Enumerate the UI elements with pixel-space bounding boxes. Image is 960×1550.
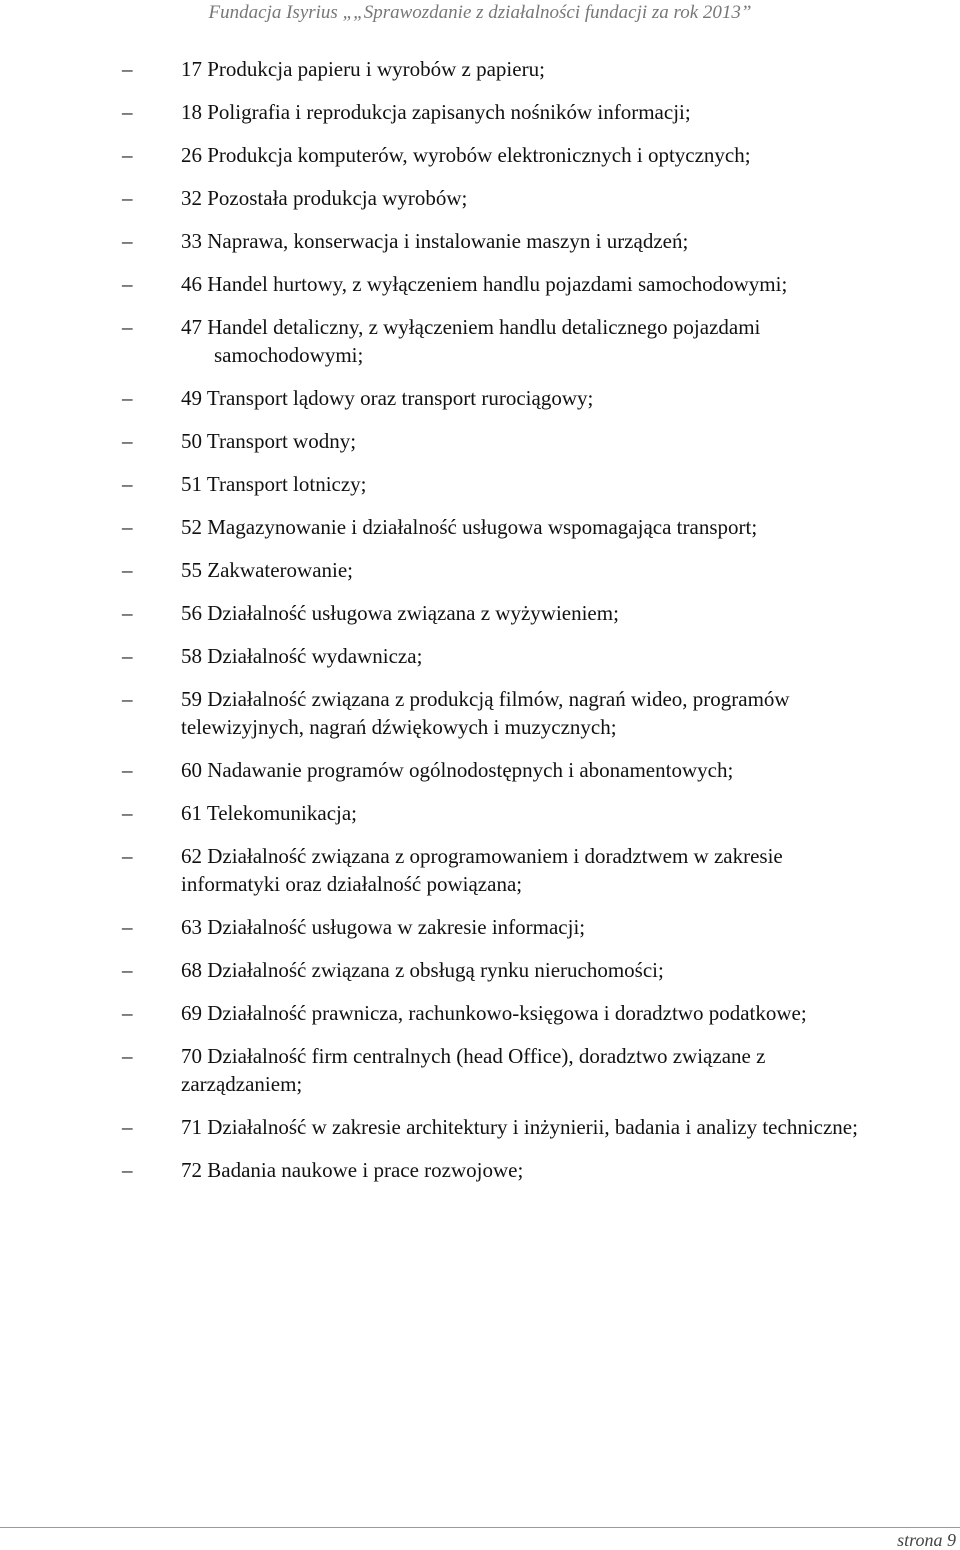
dash-bullet-icon: –	[122, 1001, 133, 1025]
list-item-text: 46 Handel hurtowy, z wyłączeniem handlu pojazdami samochodowymi;	[181, 272, 788, 296]
dash-bullet-icon: –	[122, 143, 133, 167]
list-item	[0, 313, 960, 369]
dash-bullet-icon: –	[122, 386, 133, 410]
list-item-text: 68 Działalność związana z obsługą rynku nieruchomości;	[181, 958, 664, 982]
list-item-text: 47 Handel detaliczny, z wyłączeniem handlu detalicznego pojazdami	[181, 315, 761, 339]
list-item-text: 17 Produkcja papieru i wyrobów z papieru;	[181, 57, 545, 81]
dash-bullet-icon: –	[122, 472, 133, 496]
list-item	[0, 756, 960, 784]
list-item	[0, 270, 960, 298]
dash-bullet-icon: –	[122, 100, 133, 124]
dash-bullet-icon: –	[122, 801, 133, 825]
list-item-text: 59 Działalność związana z produkcją filmów, nagrań wideo, programów	[181, 687, 790, 711]
footer-divider	[0, 1527, 960, 1528]
dash-bullet-icon: –	[122, 644, 133, 668]
dash-bullet-icon: –	[122, 315, 133, 339]
list-item-text-continued: telewizyjnych, nagrań dźwiękowych i muzycznych;	[181, 715, 617, 739]
list-item-text-continued: informatyki oraz działalność powiązana;	[181, 872, 523, 896]
dash-bullet-icon: –	[122, 915, 133, 939]
list-item-text: 33 Naprawa, konserwacja i instalowanie maszyn i urządzeń;	[181, 229, 689, 253]
list-item-text: 49 Transport lądowy oraz transport rurociągowy;	[181, 386, 594, 410]
list-item-text: 32 Pozostała produkcja wyrobów;	[181, 186, 468, 210]
dash-bullet-icon: –	[122, 57, 133, 81]
dash-bullet-icon: –	[122, 429, 133, 453]
list-item	[0, 141, 960, 169]
list-item-text: 61 Telekomunikacja;	[181, 801, 358, 825]
list-item	[0, 184, 960, 212]
dash-bullet-icon: –	[122, 758, 133, 782]
list-item-text: 18 Poligrafia i reprodukcja zapisanych nośników informacji;	[181, 100, 691, 124]
list-item	[0, 599, 960, 627]
dash-bullet-icon: –	[122, 844, 133, 868]
list-item	[0, 55, 960, 83]
pkd-activity-list	[0, 55, 960, 1199]
dash-bullet-icon: –	[122, 1044, 133, 1068]
list-item-text: 51 Transport lotniczy;	[181, 472, 367, 496]
list-item-text: 52 Magazynowanie i działalność usługowa wspomagająca transport;	[181, 515, 758, 539]
dash-bullet-icon: –	[122, 958, 133, 982]
dash-bullet-icon: –	[122, 186, 133, 210]
list-item	[0, 913, 960, 941]
dash-bullet-icon: –	[122, 515, 133, 539]
list-item-text: 58 Działalność wydawnicza;	[181, 644, 423, 668]
list-item-text-continued: zarządzaniem;	[181, 1072, 303, 1096]
list-item-text: 63 Działalność usługowa w zakresie informacji;	[181, 915, 586, 939]
list-item	[0, 556, 960, 584]
list-item-text: 70 Działalność firm centralnych (head Office), doradztwo związane z	[181, 1044, 766, 1068]
list-item	[0, 384, 960, 412]
list-item-text: 60 Nadawanie programów ogólnodostępnych i abonamentowych;	[181, 758, 734, 782]
list-item	[0, 427, 960, 455]
list-item	[0, 1156, 960, 1184]
list-item	[0, 98, 960, 126]
dash-bullet-icon: –	[122, 687, 133, 711]
list-item	[0, 999, 960, 1027]
list-item-text: 26 Produkcja komputerów, wyrobów elektronicznych i optycznych;	[181, 143, 751, 167]
dash-bullet-icon: –	[122, 1158, 133, 1182]
list-item	[0, 1042, 960, 1098]
list-item	[0, 513, 960, 541]
list-item	[0, 642, 960, 670]
list-item-text-continued: samochodowymi;	[214, 343, 364, 367]
list-item-text: 62 Działalność związana z oprogramowaniem i doradztwem w zakresie	[181, 844, 783, 868]
list-item	[0, 227, 960, 255]
page-number: strona 9	[897, 1530, 956, 1550]
dash-bullet-icon: –	[122, 1115, 133, 1139]
list-item-text: 56 Działalność usługowa związana z wyżywieniem;	[181, 601, 619, 625]
page-header: Fundacja Isyrius „„Sprawozdanie z działalności fundacji za rok 2013”	[208, 2, 752, 23]
dash-bullet-icon: –	[122, 601, 133, 625]
list-item-text: 72 Badania naukowe i prace rozwojowe;	[181, 1158, 524, 1182]
list-item	[0, 842, 960, 898]
dash-bullet-icon: –	[122, 558, 133, 582]
list-item	[0, 470, 960, 498]
list-item	[0, 956, 960, 984]
list-item	[0, 799, 960, 827]
list-item	[0, 1113, 960, 1141]
list-item-text: 50 Transport wodny;	[181, 429, 357, 453]
dash-bullet-icon: –	[122, 272, 133, 296]
list-item-text: 69 Działalność prawnicza, rachunkowo-księgowa i doradztwo podatkowe;	[181, 1001, 807, 1025]
dash-bullet-icon: –	[122, 229, 133, 253]
list-item-text: 55 Zakwaterowanie;	[181, 558, 354, 582]
list-item-text: 71 Działalność w zakresie architektury i inżynierii, badania i analizy techniczne;	[181, 1115, 858, 1139]
list-item	[0, 685, 960, 741]
